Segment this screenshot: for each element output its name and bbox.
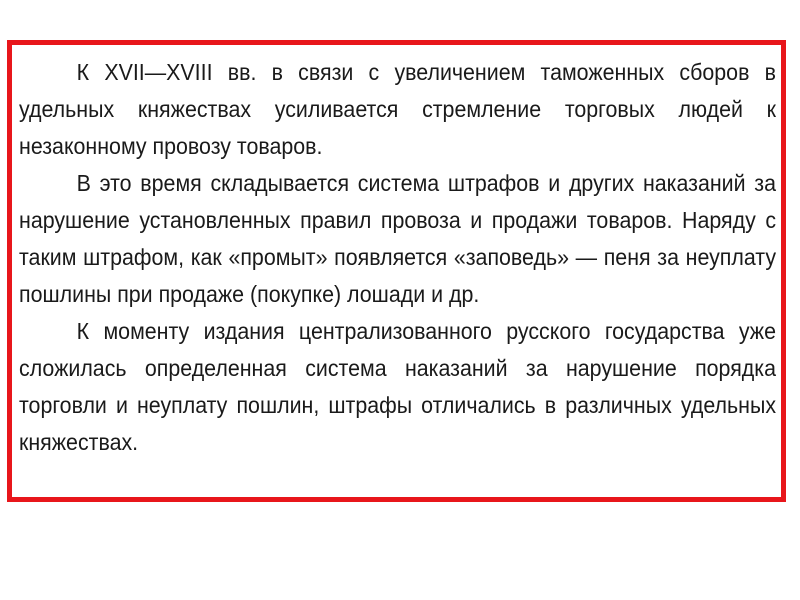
paragraph-centralized-state: К моменту издания централизованного русского государства уже сложилась определенная система наказаний за нарушение порядка торговли и неуплату пошлин, штрафы отличались в различных удельных княжествах.: [19, 318, 777, 455]
paragraph-penalty-system: В это время складывается система штрафов и других наказаний за нарушение установленных правил провоза и продажи товаров. Наряду с таким штрафом, как «промыт» появляется «заповедь» — пеня за неуплату пошлины при продаже (покупке) лошади и др.: [19, 170, 777, 307]
paragraph-tax-collection: К XVII—XVIII вв. в связи с увеличением таможенных сборов в удельных княжествах усиливается стремление торговых людей к незаконному провозу товаров.: [19, 59, 777, 159]
text-frame: [7, 40, 786, 502]
